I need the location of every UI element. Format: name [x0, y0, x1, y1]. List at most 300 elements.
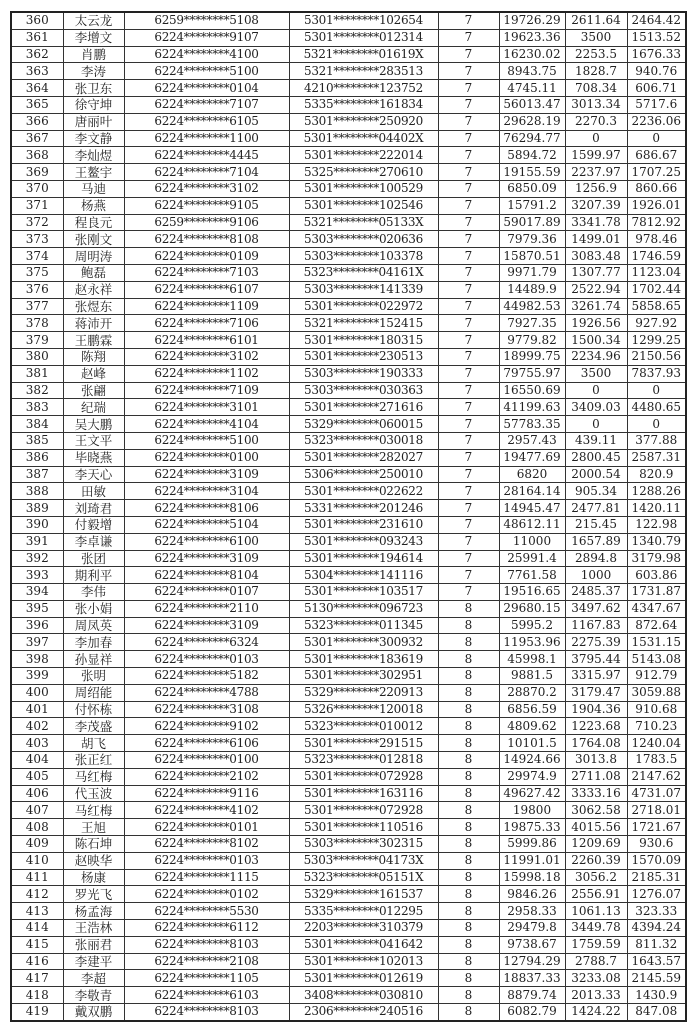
amount-3-cell: 2236.06 [627, 113, 686, 130]
id-number-cell: 5303********020636 [289, 231, 438, 248]
bank-card-number-cell: 6224********2108 [124, 953, 289, 970]
group-cell: 7 [438, 264, 499, 281]
id-number-cell: 4210********123752 [289, 80, 438, 97]
table-row [11, 600, 686, 617]
person-name-cell: 陈翔 [63, 348, 124, 365]
group-cell: 8 [438, 802, 499, 819]
id-number-cell: 5306********250010 [289, 466, 438, 483]
amount-1-cell: 29479.8 [499, 920, 565, 937]
amount-2-cell: 1307.77 [565, 264, 627, 281]
group-cell: 7 [438, 96, 499, 113]
bank-card-number-cell: 6224********5100 [124, 63, 289, 80]
table-row [11, 264, 686, 281]
amount-1-cell: 15791.2 [499, 197, 565, 214]
row-number-cell: 369 [11, 164, 63, 181]
person-name-cell: 李建平 [63, 953, 124, 970]
amount-3-cell: 1430.9 [627, 987, 686, 1004]
amount-1-cell: 49627.42 [499, 785, 565, 802]
amount-2-cell: 708.34 [565, 80, 627, 97]
id-number-cell: 5303********103378 [289, 248, 438, 265]
person-name-cell: 罗光飞 [63, 886, 124, 903]
row-number-cell: 360 [11, 12, 63, 29]
amount-2-cell: 1223.68 [565, 718, 627, 735]
id-number-cell: 5301********180315 [289, 332, 438, 349]
id-number-cell: 5326********120018 [289, 701, 438, 718]
table-row [11, 533, 686, 550]
bank-card-number-cell: 6224********4445 [124, 147, 289, 164]
amount-1-cell: 25991.4 [499, 550, 565, 567]
amount-3-cell: 5858.65 [627, 298, 686, 315]
table-row [11, 634, 686, 651]
row-number-cell: 392 [11, 550, 63, 567]
person-name-cell: 张刚文 [63, 231, 124, 248]
amount-2-cell: 1209.69 [565, 836, 627, 853]
group-cell: 8 [438, 768, 499, 785]
row-number-cell: 385 [11, 432, 63, 449]
table-row [11, 130, 686, 147]
bank-card-number-cell: 6224********1115 [124, 869, 289, 886]
person-name-cell: 毕晓燕 [63, 449, 124, 466]
amount-2-cell: 1599.97 [565, 147, 627, 164]
table-row [11, 214, 686, 231]
table-row [11, 180, 686, 197]
id-number-cell: 5301********194614 [289, 550, 438, 567]
amount-1-cell: 29974.9 [499, 768, 565, 785]
amount-2-cell: 1000 [565, 567, 627, 584]
row-number-cell: 405 [11, 768, 63, 785]
group-cell: 8 [438, 718, 499, 735]
amount-3-cell: 860.66 [627, 180, 686, 197]
amount-3-cell: 1276.07 [627, 886, 686, 903]
amount-1-cell: 16550.69 [499, 382, 565, 399]
amount-1-cell: 7927.35 [499, 315, 565, 332]
table-row [11, 987, 686, 1004]
person-name-cell: 李超 [63, 970, 124, 987]
amount-1-cell: 57783.35 [499, 416, 565, 433]
amount-3-cell: 1746.59 [627, 248, 686, 265]
amount-2-cell: 3500 [565, 29, 627, 46]
bank-card-number-cell: 6224********8108 [124, 231, 289, 248]
amount-1-cell: 4809.62 [499, 718, 565, 735]
group-cell: 8 [438, 869, 499, 886]
id-number-cell: 5301********072928 [289, 768, 438, 785]
group-cell: 7 [438, 180, 499, 197]
id-number-cell: 5301********093243 [289, 533, 438, 550]
bank-card-number-cell: 6224********5182 [124, 668, 289, 685]
amount-2-cell: 2237.97 [565, 164, 627, 181]
bank-card-number-cell: 6259********5108 [124, 12, 289, 29]
bank-card-number-cell: 6224********2110 [124, 600, 289, 617]
amount-2-cell: 3013.8 [565, 752, 627, 769]
row-number-cell: 407 [11, 802, 63, 819]
group-cell: 8 [438, 735, 499, 752]
person-name-cell: 纪瑞 [63, 399, 124, 416]
group-cell: 7 [438, 432, 499, 449]
person-name-cell: 赵映华 [63, 852, 124, 869]
person-name-cell: 周明涛 [63, 248, 124, 265]
group-cell: 7 [438, 113, 499, 130]
table-row [11, 718, 686, 735]
amount-3-cell: 377.88 [627, 432, 686, 449]
group-cell: 7 [438, 281, 499, 298]
bank-card-number-cell: 6224********9105 [124, 197, 289, 214]
amount-2-cell: 3207.39 [565, 197, 627, 214]
amount-2-cell: 0 [565, 382, 627, 399]
amount-1-cell: 9779.82 [499, 332, 565, 349]
group-cell: 8 [438, 970, 499, 987]
id-number-cell: 5329********060015 [289, 416, 438, 433]
id-number-cell: 5325********270610 [289, 164, 438, 181]
amount-3-cell: 927.92 [627, 315, 686, 332]
amount-3-cell: 1926.01 [627, 197, 686, 214]
row-number-cell: 389 [11, 500, 63, 517]
id-number-cell: 5323********04161X [289, 264, 438, 281]
table-row [11, 970, 686, 987]
table-row [11, 953, 686, 970]
amount-1-cell: 14924.66 [499, 752, 565, 769]
bank-card-number-cell: 6224********6101 [124, 332, 289, 349]
bank-card-number-cell: 6224********3104 [124, 483, 289, 500]
amount-3-cell: 4347.67 [627, 600, 686, 617]
group-cell: 7 [438, 231, 499, 248]
amount-3-cell: 2587.31 [627, 449, 686, 466]
amount-3-cell: 912.79 [627, 668, 686, 685]
row-number-cell: 395 [11, 600, 63, 617]
amount-2-cell: 0 [565, 416, 627, 433]
id-number-cell: 5301********300932 [289, 634, 438, 651]
amount-3-cell: 2147.62 [627, 768, 686, 785]
amount-1-cell: 18837.33 [499, 970, 565, 987]
amount-2-cell: 905.34 [565, 483, 627, 500]
amount-3-cell: 3179.98 [627, 550, 686, 567]
bank-card-number-cell: 6224********0109 [124, 248, 289, 265]
group-cell: 8 [438, 651, 499, 668]
person-name-cell: 徐守坤 [63, 96, 124, 113]
person-name-cell: 田敏 [63, 483, 124, 500]
row-number-cell: 397 [11, 634, 63, 651]
table-row [11, 1004, 686, 1021]
group-cell: 7 [438, 500, 499, 517]
person-name-cell: 孙显祥 [63, 651, 124, 668]
table-row [11, 113, 686, 130]
person-name-cell: 张明 [63, 668, 124, 685]
group-cell: 7 [438, 130, 499, 147]
id-number-cell: 5301********103517 [289, 584, 438, 601]
person-name-cell: 张小娟 [63, 600, 124, 617]
person-name-cell: 唐丽叶 [63, 113, 124, 130]
group-cell: 7 [438, 466, 499, 483]
person-name-cell: 赵永祥 [63, 281, 124, 298]
group-cell: 8 [438, 987, 499, 1004]
group-cell: 8 [438, 903, 499, 920]
amount-1-cell: 6856.59 [499, 701, 565, 718]
id-number-cell: 5331********201246 [289, 500, 438, 517]
bank-card-number-cell: 6224********6324 [124, 634, 289, 651]
group-cell: 7 [438, 348, 499, 365]
amount-2-cell: 1828.7 [565, 63, 627, 80]
amount-1-cell: 48612.11 [499, 516, 565, 533]
amount-3-cell: 1676.33 [627, 46, 686, 63]
person-name-cell: 杨康 [63, 869, 124, 886]
group-cell: 8 [438, 668, 499, 685]
id-number-cell: 5301********102546 [289, 197, 438, 214]
person-name-cell: 马迪 [63, 180, 124, 197]
id-number-cell: 5301********04402X [289, 130, 438, 147]
amount-3-cell: 1420.11 [627, 500, 686, 517]
person-name-cell: 王浩林 [63, 920, 124, 937]
bank-card-number-cell: 6224********9116 [124, 785, 289, 802]
bank-card-number-cell: 6224********9107 [124, 29, 289, 46]
amount-1-cell: 19477.69 [499, 449, 565, 466]
amount-1-cell: 5995.2 [499, 617, 565, 634]
bank-card-number-cell: 6224********6100 [124, 533, 289, 550]
person-name-cell: 马红梅 [63, 802, 124, 819]
group-cell: 8 [438, 752, 499, 769]
group-cell: 7 [438, 449, 499, 466]
amount-2-cell: 2711.08 [565, 768, 627, 785]
group-cell: 7 [438, 298, 499, 315]
amount-2-cell: 2234.96 [565, 348, 627, 365]
row-number-cell: 377 [11, 298, 63, 315]
table-body [11, 12, 686, 1021]
row-number-cell: 415 [11, 936, 63, 953]
id-number-cell: 5321********05133X [289, 214, 438, 231]
amount-1-cell: 14489.9 [499, 281, 565, 298]
id-number-cell: 5301********282027 [289, 449, 438, 466]
bank-card-number-cell: 6224********3101 [124, 399, 289, 416]
amount-2-cell: 2275.39 [565, 634, 627, 651]
amount-1-cell: 9971.79 [499, 264, 565, 281]
amount-2-cell: 2253.5 [565, 46, 627, 63]
person-name-cell: 刘琦君 [63, 500, 124, 517]
amount-1-cell: 9738.67 [499, 936, 565, 953]
id-number-cell: 3408********030810 [289, 987, 438, 1004]
payment-list-table [10, 11, 687, 1022]
id-number-cell: 5321********283513 [289, 63, 438, 80]
amount-1-cell: 11991.01 [499, 852, 565, 869]
group-cell: 8 [438, 852, 499, 869]
table-row [11, 785, 686, 802]
bank-card-number-cell: 6224********0101 [124, 819, 289, 836]
id-number-cell: 5301********022972 [289, 298, 438, 315]
amount-1-cell: 56013.47 [499, 96, 565, 113]
row-number-cell: 402 [11, 718, 63, 735]
amount-2-cell: 1657.89 [565, 533, 627, 550]
id-number-cell: 5303********302315 [289, 836, 438, 853]
person-name-cell: 李天心 [63, 466, 124, 483]
bank-card-number-cell: 6224********8103 [124, 936, 289, 953]
person-name-cell: 张团 [63, 550, 124, 567]
amount-3-cell: 0 [627, 382, 686, 399]
row-number-cell: 368 [11, 147, 63, 164]
person-name-cell: 肖鹏 [63, 46, 124, 63]
id-number-cell: 5303********190333 [289, 365, 438, 382]
row-number-cell: 386 [11, 449, 63, 466]
amount-3-cell: 1288.26 [627, 483, 686, 500]
amount-1-cell: 6082.79 [499, 1004, 565, 1021]
person-name-cell: 王旭 [63, 819, 124, 836]
person-name-cell: 鲍磊 [63, 264, 124, 281]
table-row [11, 231, 686, 248]
amount-3-cell: 1643.57 [627, 953, 686, 970]
amount-2-cell: 2611.64 [565, 12, 627, 29]
amount-3-cell: 930.6 [627, 836, 686, 853]
amount-1-cell: 79755.97 [499, 365, 565, 382]
table-row [11, 449, 686, 466]
amount-1-cell: 15998.18 [499, 869, 565, 886]
amount-2-cell: 3261.74 [565, 298, 627, 315]
person-name-cell: 李卓谦 [63, 533, 124, 550]
table-row [11, 869, 686, 886]
bank-card-number-cell: 6224********9102 [124, 718, 289, 735]
amount-3-cell: 0 [627, 130, 686, 147]
id-number-cell: 5323********012818 [289, 752, 438, 769]
person-name-cell: 杨孟海 [63, 903, 124, 920]
table-row [11, 617, 686, 634]
person-name-cell: 赵峰 [63, 365, 124, 382]
group-cell: 7 [438, 416, 499, 433]
row-number-cell: 401 [11, 701, 63, 718]
amount-2-cell: 3500 [565, 365, 627, 382]
amount-3-cell: 1513.52 [627, 29, 686, 46]
person-name-cell: 马红梅 [63, 768, 124, 785]
bank-card-number-cell: 6224********8102 [124, 836, 289, 853]
row-number-cell: 396 [11, 617, 63, 634]
table-row [11, 567, 686, 584]
row-number-cell: 417 [11, 970, 63, 987]
amount-3-cell: 1299.25 [627, 332, 686, 349]
person-name-cell: 李文静 [63, 130, 124, 147]
person-name-cell: 吴大鹏 [63, 416, 124, 433]
amount-1-cell: 14945.47 [499, 500, 565, 517]
table-row [11, 399, 686, 416]
id-number-cell: 5301********291515 [289, 735, 438, 752]
bank-card-number-cell: 6224********7107 [124, 96, 289, 113]
id-number-cell: 5301********041642 [289, 936, 438, 953]
person-name-cell: 陈石坤 [63, 836, 124, 853]
amount-3-cell: 710.23 [627, 718, 686, 735]
table-row [11, 684, 686, 701]
id-number-cell: 5335********161834 [289, 96, 438, 113]
bank-card-number-cell: 6224********0104 [124, 80, 289, 97]
group-cell: 7 [438, 567, 499, 584]
table-row [11, 80, 686, 97]
bank-card-number-cell: 6224********6107 [124, 281, 289, 298]
bank-card-number-cell: 6224********3102 [124, 348, 289, 365]
id-number-cell: 5303********04173X [289, 852, 438, 869]
person-name-cell: 李伟 [63, 584, 124, 601]
table-row [11, 332, 686, 349]
row-number-cell: 399 [11, 668, 63, 685]
amount-1-cell: 9881.5 [499, 668, 565, 685]
amount-3-cell: 2718.01 [627, 802, 686, 819]
amount-3-cell: 1240.04 [627, 735, 686, 752]
id-number-cell: 5301********072928 [289, 802, 438, 819]
group-cell: 8 [438, 785, 499, 802]
amount-2-cell: 2522.94 [565, 281, 627, 298]
amount-2-cell: 3333.16 [565, 785, 627, 802]
table-row [11, 466, 686, 483]
amount-1-cell: 29628.19 [499, 113, 565, 130]
group-cell: 8 [438, 936, 499, 953]
row-number-cell: 403 [11, 735, 63, 752]
amount-1-cell: 15870.51 [499, 248, 565, 265]
amount-1-cell: 28870.2 [499, 684, 565, 701]
table-row [11, 63, 686, 80]
person-name-cell: 期利平 [63, 567, 124, 584]
amount-1-cell: 8879.74 [499, 987, 565, 1004]
amount-2-cell: 3795.44 [565, 651, 627, 668]
amount-2-cell: 3179.47 [565, 684, 627, 701]
group-cell: 7 [438, 365, 499, 382]
amount-1-cell: 7761.58 [499, 567, 565, 584]
table-row [11, 903, 686, 920]
table-row [11, 802, 686, 819]
row-number-cell: 361 [11, 29, 63, 46]
person-name-cell: 张丽君 [63, 936, 124, 953]
id-number-cell: 5301********012619 [289, 970, 438, 987]
amount-3-cell: 603.86 [627, 567, 686, 584]
amount-3-cell: 2185.31 [627, 869, 686, 886]
row-number-cell: 409 [11, 836, 63, 853]
amount-1-cell: 7979.36 [499, 231, 565, 248]
id-number-cell: 5323********05151X [289, 869, 438, 886]
amount-2-cell: 3062.58 [565, 802, 627, 819]
amount-2-cell: 1499.01 [565, 231, 627, 248]
table-row [11, 382, 686, 399]
amount-2-cell: 1061.13 [565, 903, 627, 920]
table-row [11, 936, 686, 953]
amount-1-cell: 19155.59 [499, 164, 565, 181]
table-row [11, 197, 686, 214]
row-number-cell: 394 [11, 584, 63, 601]
id-number-cell: 5301********012314 [289, 29, 438, 46]
table-row [11, 46, 686, 63]
table-row [11, 348, 686, 365]
row-number-cell: 416 [11, 953, 63, 970]
person-name-cell: 胡飞 [63, 735, 124, 752]
person-name-cell: 李加春 [63, 634, 124, 651]
amount-1-cell: 28164.14 [499, 483, 565, 500]
row-number-cell: 367 [11, 130, 63, 147]
id-number-cell: 5304********141116 [289, 567, 438, 584]
bank-card-number-cell: 6224********0103 [124, 651, 289, 668]
amount-2-cell: 4015.56 [565, 819, 627, 836]
group-cell: 7 [438, 214, 499, 231]
person-name-cell: 周凤英 [63, 617, 124, 634]
row-number-cell: 390 [11, 516, 63, 533]
bank-card-number-cell: 6224********4100 [124, 46, 289, 63]
table-row [11, 668, 686, 685]
row-number-cell: 384 [11, 416, 63, 433]
id-number-cell: 5301********183619 [289, 651, 438, 668]
bank-card-number-cell: 6224********6106 [124, 735, 289, 752]
bank-card-number-cell: 6224********7106 [124, 315, 289, 332]
row-number-cell: 364 [11, 80, 63, 97]
table-row [11, 281, 686, 298]
group-cell: 7 [438, 483, 499, 500]
row-number-cell: 388 [11, 483, 63, 500]
group-cell: 7 [438, 516, 499, 533]
table-row [11, 836, 686, 853]
amount-2-cell: 3056.2 [565, 869, 627, 886]
group-cell: 8 [438, 819, 499, 836]
row-number-cell: 408 [11, 819, 63, 836]
group-cell: 7 [438, 248, 499, 265]
id-number-cell: 5321********01619X [289, 46, 438, 63]
row-number-cell: 372 [11, 214, 63, 231]
amount-2-cell: 1500.34 [565, 332, 627, 349]
